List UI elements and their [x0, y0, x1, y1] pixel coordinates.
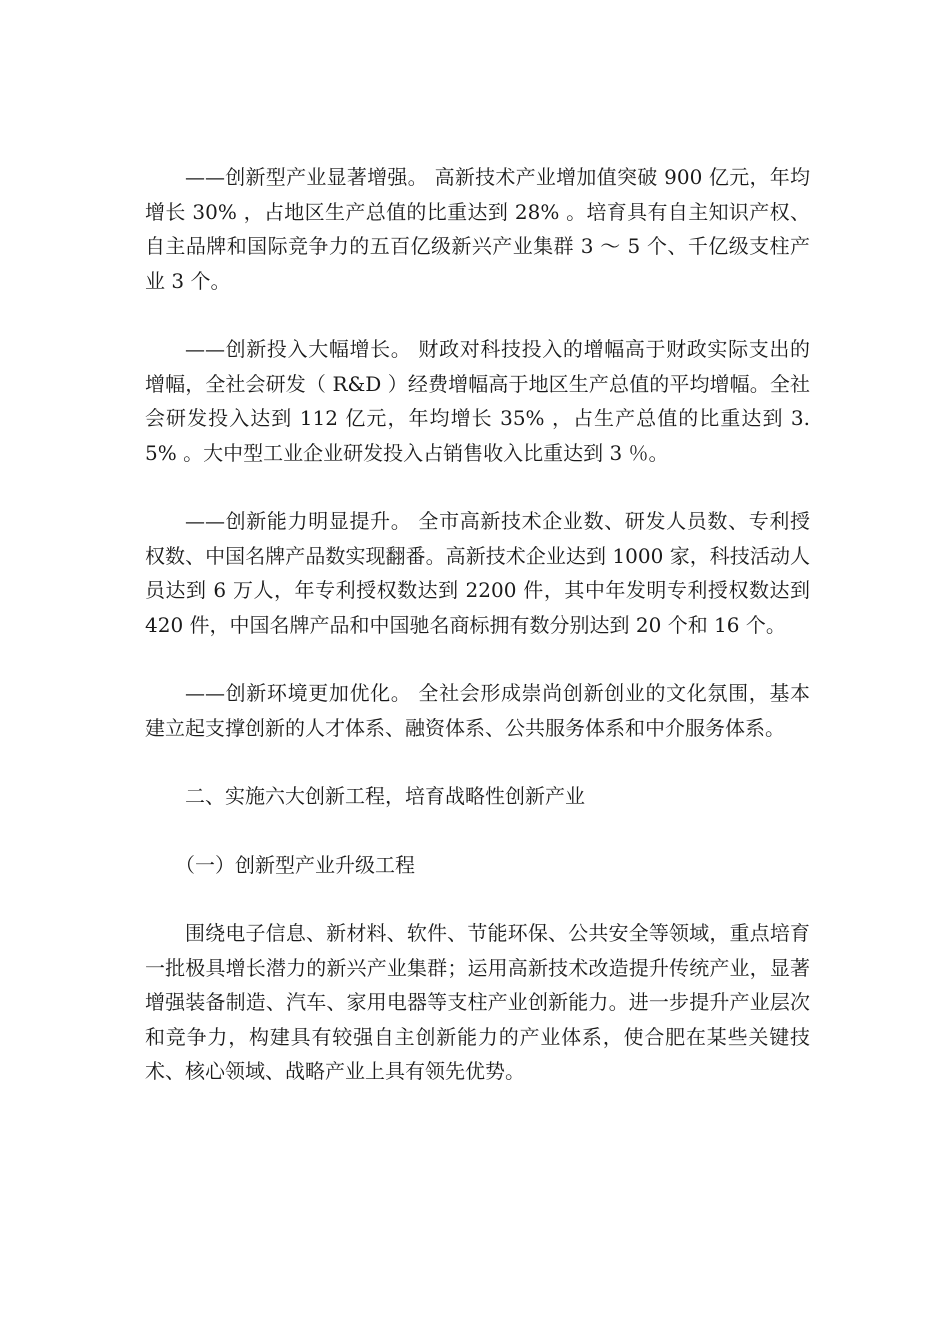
document-body — [145, 160, 810, 1123]
paragraph-innovation-investment: ——创新投入大幅增长。 财政对科技投入的增幅高于财政实际支出的增幅，全社会研发（ R&D ）经费增幅高于地区生产总值的平均增幅。全社会研发投入达到 112 亿元，年均增长 35% ，占生产总值的比重达到 3.5% 。大中型工业企业研发投入占销售收入比重达到 3 ％。 — [145, 337, 810, 465]
section-heading: 二、实施六大创新工程，培育战略性创新产业 — [185, 784, 585, 808]
paragraph-innovation-environment: ——创新环境更加优化。 全社会形成崇尚创新创业的文化氛围，基本建立起支撑创新的人才体系、融资体系、公共服务体系和中介服务体系。 — [145, 681, 810, 740]
paragraph-innovation-capability: ——创新能力明显提升。 全市高新技术企业数、研发人员数、专利授权数、中国名牌产品数实现翻番。高新技术企业达到 1000 家，科技活动人员达到 6 万人，年专利授权数达到 2200 件，其中年发明专利授权数达到 420 件，中国名牌产品和中国驰名商标拥有数分别达到 20 个和 16 个。 — [145, 509, 810, 637]
subsection-heading: （一）创新型产业升级工程 — [175, 852, 415, 877]
paragraph-industry-upgrade: 围绕电子信息、新材料、软件、节能环保、公共安全等领域，重点培育一批极具增长潜力的新兴产业集群；运用高新技术改造提升传统产业，显著增强装备制造、汽车、家用电器等支柱产业创新能力。进一步提升产业层次和竞争力，构建具有较强自主创新能力的产业体系，使合肥在某些关键技术、核心领域、战略产业上具有领先优势。 — [145, 921, 810, 1083]
paragraph-innovative-industry: ——创新型产业显著增强。 高新技术产业增加值突破 900 亿元，年均增长 30% ，占地区生产总值的比重达到 28% 。培育具有自主知识产权、自主品牌和国际竞争力的五百亿级新兴产业集群 3 ～ 5 个、千亿级支柱产业 3 个。 — [145, 165, 810, 293]
